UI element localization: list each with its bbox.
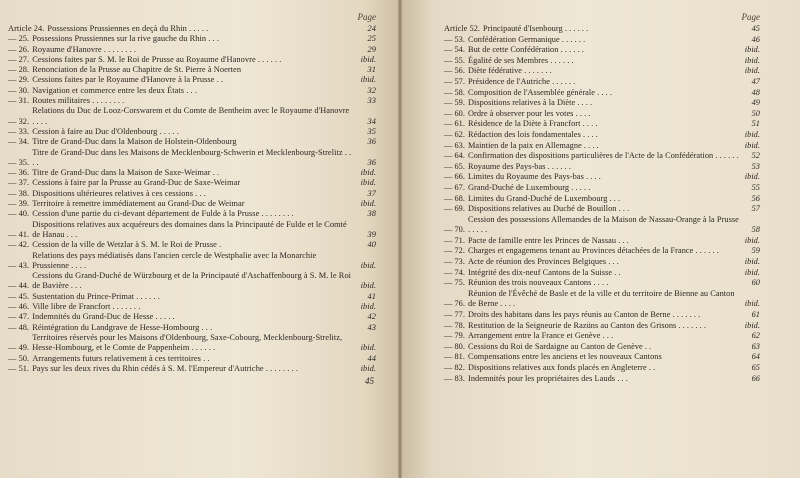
toc-entry	[8, 34, 376, 44]
article-number: — 72.	[444, 246, 465, 256]
article-number: — 31.	[8, 96, 30, 106]
toc-entry	[444, 331, 760, 342]
article-number: — 81.	[444, 352, 465, 362]
article-title: Titre de Grand-Duc dans la Maison de Holstein-Oldenbourg	[32, 137, 237, 147]
article-title: Renonciation de la Prusse au Chapitre de St. Pierre à Noerten	[32, 65, 242, 75]
toc-entry	[444, 194, 760, 205]
toc-entry	[8, 199, 376, 209]
article-title: Titre de Grand-Duc dans la Maison de Saxe-Weimar . .	[32, 168, 220, 178]
page-reference: 58	[751, 225, 760, 235]
toc-entry	[8, 178, 376, 188]
article-number: — 30.	[8, 85, 30, 95]
page-reference: 64	[751, 352, 760, 362]
toc-entry	[444, 45, 760, 56]
toc-entry	[444, 35, 760, 46]
toc-entry	[8, 55, 376, 65]
article-number: — 34.	[8, 137, 30, 147]
page-reference: ibid.	[744, 235, 760, 245]
toc-entry	[8, 220, 376, 241]
page-reference: 46	[751, 34, 760, 44]
page-reference: 36	[367, 157, 376, 167]
article-number: — 82.	[444, 363, 465, 372]
article-number: — 68.	[444, 193, 465, 203]
article-number: — 74.	[444, 267, 465, 277]
page-reference: 24	[367, 24, 376, 33]
article-title: Pays sur les deux rives du Rhin cédés à S. M. l'Empereur d'Autriche . . . . . . . .	[32, 363, 299, 373]
article-number: — 51.	[8, 363, 30, 373]
toc-entry	[444, 88, 760, 99]
toc-entry	[8, 168, 376, 178]
article-title: Confédération Germanique . . . . . .	[468, 34, 586, 44]
article-title: Droits des habitans dans les pays réunis au Canton de Berne . . . . . . .	[468, 310, 701, 320]
page-reference: 39	[367, 229, 376, 239]
toc-entry	[8, 75, 376, 85]
article-title: Cessions à faire par la Prusse au Grand-Duc de Saxe-Weimar	[32, 178, 241, 188]
article-number: — 78.	[444, 320, 465, 330]
toc-entry	[444, 215, 760, 236]
toc-entry	[444, 278, 760, 289]
article-number: — 67.	[444, 182, 465, 192]
toc-entry	[444, 246, 760, 257]
toc-entry	[8, 65, 376, 75]
article-number: — 39.	[8, 199, 30, 209]
toc-entry	[444, 236, 760, 247]
page-reference: 36	[367, 137, 376, 147]
article-number: — 40.	[8, 209, 30, 219]
article-number: — 73.	[444, 257, 465, 267]
toc-entry	[8, 240, 376, 250]
article-number: — 35.	[8, 157, 30, 167]
article-title: Navigation et commerce entre les deux États . . .	[32, 85, 197, 95]
article-number: — 69.	[444, 204, 465, 214]
toc-entry	[8, 323, 376, 333]
article-number: — 71.	[444, 235, 465, 245]
article-title: Cessions faites par S. M. le Roi de Prusse au Royaume d'Hanovre . . . . . .	[32, 54, 282, 64]
article-title: Cession d'une partie du ci-devant département de Fulde à la Prusse . . . . . . . .	[32, 209, 294, 219]
article-title: Titre de Grand-Duc dans les Maisons de Mecklenbourg-Schwerin et Mecklenbourg-Strelitz . . . .	[32, 147, 352, 167]
article-number: — 59.	[444, 98, 465, 108]
page-reference: 55	[751, 182, 760, 192]
article-title: Limites du Royaume des Pays-bas . . . .	[468, 172, 601, 182]
page-reference: ibid.	[360, 178, 376, 188]
toc-entry	[444, 257, 760, 268]
toc-entry	[8, 302, 376, 312]
article-number: — 44.	[8, 281, 30, 291]
article-title: Égalité de ses Membres . . . . . .	[468, 55, 574, 65]
article-title: Intégrité des dix-neuf Cantons de la Suisse . .	[468, 267, 621, 277]
article-title: Cession de la ville de Wetzlar à S. M. le Roi de Prusse .	[32, 240, 222, 250]
page-reference: ibid.	[360, 302, 376, 312]
toc-entry	[8, 354, 376, 364]
article-number: — 42.	[8, 240, 30, 250]
article-title: Arrangements futurs relativement à ces territoires . .	[32, 353, 210, 363]
page-reference: ibid.	[744, 172, 760, 182]
article-title: Relations du Duc de Looz-Corswarem et du Comte de Bentheim avec le Royaume d'Hanovre . . . .	[32, 106, 350, 126]
article-number: — 46.	[8, 302, 30, 312]
article-title: Royaume d'Hanovre . . . . . . . .	[32, 44, 137, 54]
toc-entry	[444, 119, 760, 130]
toc-list-left	[8, 24, 376, 374]
page-reference: ibid.	[360, 54, 376, 64]
page-reference: 50	[751, 108, 760, 118]
article-number: — 54.	[444, 45, 465, 55]
toc-entry	[444, 172, 760, 183]
toc-entry	[444, 141, 760, 152]
toc-entry	[444, 130, 760, 141]
article-number: — 63.	[444, 140, 465, 150]
article-number: — 77.	[444, 310, 465, 320]
article-number: — 76.	[444, 299, 465, 309]
article-number: — 58.	[444, 87, 465, 97]
article-title: Territoire à remettre immédiatement au Grand-Duc de Weimar	[32, 199, 245, 209]
article-title: Dispositions relatives au Duché de Bouillon . . .	[468, 204, 630, 214]
page-reference: 35	[367, 126, 376, 136]
toc-entry	[444, 310, 760, 321]
article-number: — 65.	[444, 161, 465, 171]
page-reference: ibid.	[744, 129, 760, 139]
page-reference: ibid.	[744, 299, 760, 309]
left-page	[0, 0, 398, 478]
article-title: Possessions Prussiennes en deçà du Rhin . . . . .	[47, 24, 209, 33]
article-number: — 47.	[8, 312, 30, 322]
page-reference: ibid.	[744, 257, 760, 267]
toc-entry	[444, 352, 760, 363]
article-number: — 55.	[444, 55, 465, 65]
page-reference: ibid.	[360, 363, 376, 373]
page-reference: ibid.	[744, 66, 760, 76]
page-column-header: Page	[357, 12, 376, 22]
toc-entry	[8, 96, 376, 106]
article-number: — 41.	[8, 229, 30, 239]
toc-entry	[8, 292, 376, 302]
toc-entry	[444, 289, 760, 310]
article-number: — 62.	[444, 129, 465, 139]
toc-entry	[444, 24, 760, 35]
page-reference: 31	[367, 65, 376, 75]
page-reference: 66	[751, 373, 760, 383]
page-reference: 25	[367, 34, 376, 44]
article-title: Acte de réunion des Provinces Belgiques . . .	[468, 257, 619, 267]
page-reference: ibid.	[360, 260, 376, 270]
page-reference: 48	[751, 87, 760, 97]
article-number: — 27.	[8, 54, 30, 64]
article-number: — 79.	[444, 331, 465, 341]
toc-entry	[444, 98, 760, 109]
article-number: Article 24.	[8, 24, 45, 33]
article-title: Dispositions ultérieures relatives à ces cessions . . .	[32, 188, 206, 198]
article-number: — 33.	[8, 126, 30, 136]
toc-entry	[444, 374, 760, 385]
toc-entry	[444, 151, 760, 162]
page-reference: ibid.	[744, 267, 760, 277]
page-reference: 51	[751, 119, 760, 129]
toc-entry	[444, 183, 760, 194]
page-reference: 49	[751, 98, 760, 108]
article-title: Maintien de la paix en Allemagne . . . .	[468, 140, 599, 150]
article-title: Confirmation des dispositions particulières de l'Acte de la Confédération . . . . . .	[468, 151, 739, 161]
toc-entry	[8, 106, 376, 127]
article-number: — 80.	[444, 341, 465, 351]
article-number: — 70.	[444, 225, 465, 235]
article-number: — 48.	[8, 322, 30, 332]
article-number: — 61.	[444, 119, 465, 129]
article-title: Rédaction des lois fondamentales . . . .	[468, 129, 598, 139]
article-title: Pacte de famille entre les Princes de Nassau . . .	[468, 235, 629, 245]
article-title: Cession à faire au Duc d'Oldenbourg . . . . .	[32, 126, 179, 136]
article-number: — 43.	[8, 260, 30, 270]
toc-entry	[444, 66, 760, 77]
article-title: Dispositions relatives aux fonds placés en Angleterre . .	[468, 363, 656, 372]
article-number: — 49.	[8, 343, 30, 353]
page-reference: ibid.	[360, 199, 376, 209]
page-reference: ibid.	[744, 55, 760, 65]
page-catchword: 45	[365, 376, 374, 387]
page-reference: ibid.	[744, 320, 760, 330]
article-number: — 53.	[444, 34, 465, 44]
page-column-header: Page	[741, 12, 760, 22]
article-title: Arrangement entre la France et Genève . . .	[468, 331, 614, 341]
page-reference: ibid.	[744, 45, 760, 55]
article-number: — 36.	[8, 168, 30, 178]
article-number: — 26.	[8, 44, 30, 54]
toc-entry	[444, 342, 760, 353]
toc-entry	[444, 363, 760, 374]
article-number: — 60.	[444, 108, 465, 118]
page-reference: ibid.	[360, 343, 376, 353]
article-title: Restitution de la Seigneurie de Razüns au Canton des Grisons . . . . . . .	[468, 320, 707, 330]
page-reference: 43	[367, 322, 376, 332]
article-title: Réunion des trois nouveaux Cantons . . . .	[468, 278, 609, 288]
toc-entry	[8, 209, 376, 219]
article-number: — 38.	[8, 188, 30, 198]
article-number: — 83.	[444, 373, 465, 383]
toc-entry	[444, 162, 760, 173]
page-reference: 42	[367, 312, 376, 322]
toc-entry	[8, 364, 376, 374]
toc-entry	[8, 148, 376, 169]
article-title: Dispositions relatives aux acquéreurs des domaines dans la Principauté de Fulde et le Comté de Hanau . . .	[32, 219, 347, 239]
article-number: — 64.	[444, 151, 465, 161]
article-title: Cessions du Roi de Sardaigne au Canton de Genève . .	[468, 341, 652, 351]
article-title: Sustentation du Prince-Primat . . . . . .	[32, 291, 160, 301]
article-title: Territoires réservés pour les Maisons d'Oldenbourg, Saxe-Cobourg, Mecklenbourg-Strelitz, Hesse-Hombourg, et le Comte de Pappenheim . . . . . .	[32, 332, 343, 353]
page-reference: 47	[751, 76, 760, 86]
article-title: Limites du Grand-Duché de Luxembourg . . .	[468, 193, 621, 203]
article-number: — 50.	[8, 353, 30, 363]
article-number: — 75.	[444, 278, 465, 288]
toc-entry	[8, 45, 376, 55]
article-title: But de cette Confédération . . . . . .	[468, 45, 584, 55]
article-number: — 29.	[8, 75, 30, 85]
toc-entry	[8, 137, 376, 147]
article-title: Diète fédérative . . . . . . .	[468, 66, 552, 76]
article-title: Réunion de l'Évêché de Basle et de la ville et du territoire de Bienne au Canton de Berne . . . .	[468, 288, 735, 309]
toc-entry	[444, 56, 760, 67]
article-number: Article 52.	[444, 24, 481, 33]
page-reference: 53	[751, 161, 760, 171]
article-title: Routes militaires . . . . . . . .	[32, 96, 125, 106]
toc-entry	[8, 251, 376, 272]
page-reference: ibid.	[360, 281, 376, 291]
article-title: Indemnités pour les propriétaires des Lauds . . .	[468, 373, 628, 383]
page-reference: 44	[367, 353, 376, 363]
article-number: — 45.	[8, 291, 30, 301]
page-reference: ibid.	[744, 140, 760, 150]
page-reference: 62	[751, 331, 760, 341]
toc-entry	[444, 77, 760, 88]
page-reference: 65	[751, 363, 760, 372]
page-reference: 45	[751, 24, 760, 33]
page-reference: 37	[367, 188, 376, 198]
page-reference: 33	[367, 96, 376, 106]
article-title: Dispositions relatives à la Diète . . . .	[468, 98, 593, 108]
page-reference: 38	[367, 209, 376, 219]
page-reference: 32	[367, 85, 376, 95]
article-title: Cessions faites par le Royaume d'Hanovre à la Prusse . .	[32, 75, 224, 85]
toc-entry	[8, 271, 376, 292]
article-title: Réintégration du Landgrave de Hesse-Hombourg . . .	[32, 322, 213, 332]
article-number: — 32.	[8, 116, 30, 126]
article-number: — 28.	[8, 65, 30, 75]
toc-entry	[444, 268, 760, 279]
toc-list-right	[444, 24, 760, 384]
article-number: — 57.	[444, 76, 465, 86]
article-title: Possessions Prussiennes sur la rive gauche du Rhin . . .	[32, 34, 219, 44]
article-title: Relations des pays médiatisés dans l'ancien cercle de Westphalie avec la Monarchie Prussienne . . . .	[32, 250, 317, 270]
page-reference: 29	[367, 44, 376, 54]
article-title: Composition de l'Assemblée générale . . . .	[468, 87, 612, 97]
article-number: — 37.	[8, 178, 30, 188]
toc-entry	[444, 109, 760, 120]
article-title: Présidence de l'Autriche . . . . . .	[468, 76, 576, 86]
right-page	[402, 0, 800, 478]
article-title: Principauté d'Isenbourg . . . . . .	[483, 24, 589, 33]
article-title: Ordre à observer pour les votes . . . .	[468, 108, 591, 118]
article-title: Charges et engagemens tenant au Provinces détachées de la France . . . . . .	[468, 246, 719, 256]
toc-entry	[8, 127, 376, 137]
toc-entry	[8, 189, 376, 199]
page-reference: ibid.	[360, 168, 376, 178]
toc-entry	[8, 24, 376, 34]
toc-entry	[444, 204, 760, 215]
article-number: — 66.	[444, 172, 465, 182]
page-reference: 63	[751, 341, 760, 351]
article-title: Cessions du Grand-Duché de Würzbourg et de la Principauté d'Aschaffenbourg à S. M. le Roi de Bavière . . .	[32, 271, 352, 291]
article-title: Compensations entre les anciens et les nouveaux Cantons	[468, 352, 662, 362]
article-title: Royaume des Pays-bas . . . . . .	[468, 161, 571, 171]
page-reference: 56	[751, 193, 760, 203]
page-reference: 57	[751, 204, 760, 214]
article-title: Indemnités du Grand-Duc de Hesse . . . . .	[32, 312, 175, 322]
page-reference: 60	[751, 278, 760, 288]
page-reference: 40	[367, 240, 376, 250]
page-reference: 61	[751, 310, 760, 320]
page-reference: 41	[367, 291, 376, 301]
page-reference: 59	[751, 246, 760, 256]
toc-entry	[8, 312, 376, 322]
article-title: Grand-Duché de Luxembourg . . . . .	[468, 182, 591, 192]
article-title: Résidence de la Diète à Francfort . . . .	[468, 119, 598, 129]
article-title: Cession des possessions Allemandes de la Maison de Nassau-Orange à la Prusse . . . . .	[468, 214, 739, 235]
article-number: — 56.	[444, 66, 465, 76]
toc-entry	[8, 86, 376, 96]
toc-entry	[8, 333, 376, 354]
page-reference: 34	[367, 116, 376, 126]
toc-entry	[444, 321, 760, 332]
page-reference: ibid.	[360, 75, 376, 85]
page-reference: 52	[751, 151, 760, 161]
article-title: Ville libre de Francfort . . . . . . .	[32, 302, 141, 312]
article-number: — 25.	[8, 34, 30, 44]
